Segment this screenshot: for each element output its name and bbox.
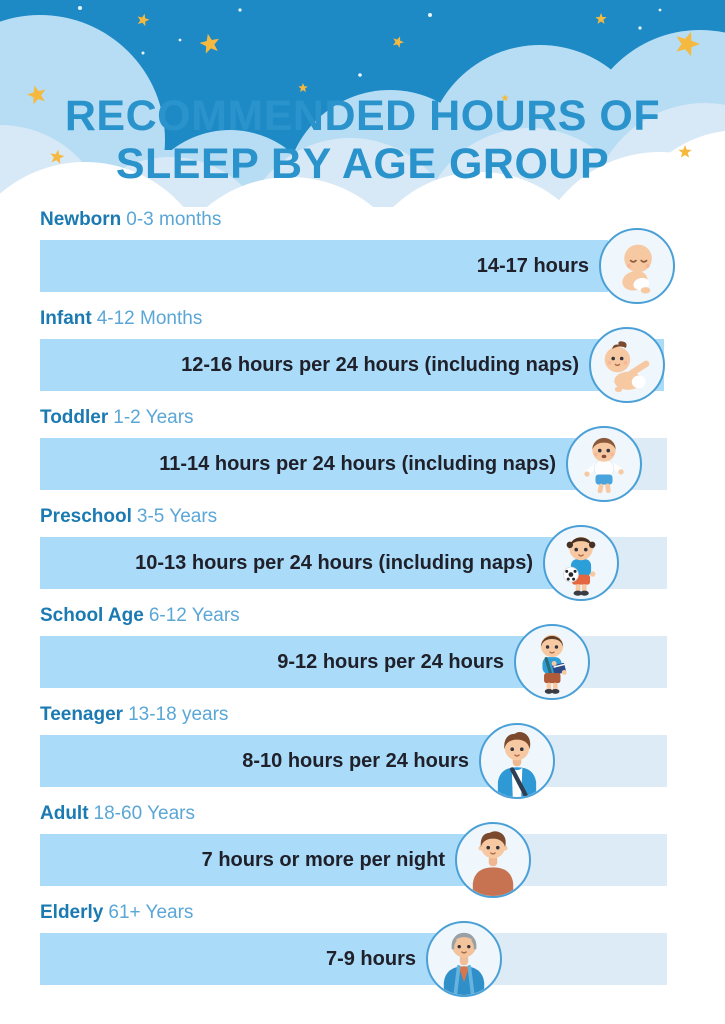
sleep-hours-value: 7-9 hours bbox=[325, 948, 416, 970]
age-group-label: Elderly bbox=[40, 902, 104, 923]
row-label bbox=[40, 209, 725, 231]
title-line-1: RECOMMENDED HOURS OF bbox=[64, 92, 661, 140]
sleep-bar bbox=[40, 537, 700, 589]
row-label bbox=[40, 902, 725, 924]
age-range-label: 18-60 Years bbox=[93, 803, 195, 824]
sleep-row bbox=[40, 209, 725, 292]
sleep-bar bbox=[40, 735, 700, 787]
sleep-bar bbox=[40, 438, 700, 490]
school-boy-icon bbox=[518, 630, 586, 698]
sleep-hours-value: 10-13 hours per 24 hours (including naps) bbox=[135, 552, 533, 574]
character-circle bbox=[455, 822, 531, 898]
row-label bbox=[40, 506, 725, 528]
age-range-label: 3-5 Years bbox=[136, 506, 218, 527]
sleep-hours-value: 8-10 hours per 24 hours bbox=[242, 750, 469, 772]
crawling-infant-icon bbox=[593, 333, 661, 401]
sleep-row bbox=[40, 506, 725, 589]
character-circle bbox=[479, 723, 555, 799]
sleep-row bbox=[40, 605, 725, 688]
age-group-label: Toddler bbox=[40, 407, 109, 428]
header bbox=[0, 0, 725, 207]
age-range-label: 1-2 Years bbox=[113, 407, 194, 428]
sleeping-newborn-icon bbox=[603, 234, 671, 302]
sleep-row bbox=[40, 308, 725, 391]
sleep-row bbox=[40, 803, 725, 886]
age-group-label: Teenager bbox=[40, 704, 124, 725]
age-range-label: 13-18 years bbox=[128, 704, 229, 725]
sleep-rows bbox=[40, 209, 725, 985]
sleep-hours-value: 14-17 hours bbox=[476, 255, 589, 277]
teenager-icon bbox=[483, 729, 551, 797]
sleep-bar bbox=[40, 240, 700, 292]
character-circle bbox=[589, 327, 665, 403]
sleep-hours-value: 7 hours or more per night bbox=[201, 849, 445, 871]
sleep-bar bbox=[40, 636, 700, 688]
walking-toddler-icon bbox=[570, 432, 638, 500]
age-range-label: 6-12 Years bbox=[148, 605, 240, 626]
age-group-label: School Age bbox=[40, 605, 144, 626]
age-group-label: Infant bbox=[40, 308, 92, 329]
elderly-man-icon bbox=[430, 927, 498, 995]
infographic-title bbox=[0, 92, 725, 188]
age-group-label: Preschool bbox=[40, 506, 132, 527]
age-group-label: Newborn bbox=[40, 209, 122, 230]
age-group-label: Adult bbox=[40, 803, 89, 824]
age-range-label: 0-3 months bbox=[126, 209, 222, 230]
sleep-hours-value: 9-12 hours per 24 hours bbox=[277, 651, 504, 673]
sleep-bar bbox=[40, 339, 700, 391]
row-label bbox=[40, 407, 725, 429]
sleep-row bbox=[40, 704, 725, 787]
age-range-label: 61+ Years bbox=[108, 902, 194, 923]
sleep-row bbox=[40, 407, 725, 490]
character-circle bbox=[514, 624, 590, 700]
sleep-row bbox=[40, 902, 725, 985]
row-label bbox=[40, 704, 725, 726]
sleep-hours-value: 12-16 hours per 24 hours (including naps) bbox=[181, 354, 579, 376]
sleep-bar bbox=[40, 933, 700, 985]
age-range-label: 4-12 Months bbox=[96, 308, 203, 329]
character-circle bbox=[599, 228, 675, 304]
character-circle bbox=[543, 525, 619, 601]
sleep-bar bbox=[40, 834, 700, 886]
adult-man-icon bbox=[459, 828, 527, 896]
sleep-hours-value: 11-14 hours per 24 hours (including naps) bbox=[159, 453, 556, 475]
preschool-boy-icon bbox=[547, 531, 615, 599]
title-line-2: SLEEP BY AGE GROUP bbox=[115, 140, 610, 189]
row-label bbox=[40, 803, 725, 825]
character-circle bbox=[426, 921, 502, 997]
character-circle bbox=[566, 426, 642, 502]
row-label bbox=[40, 605, 725, 627]
